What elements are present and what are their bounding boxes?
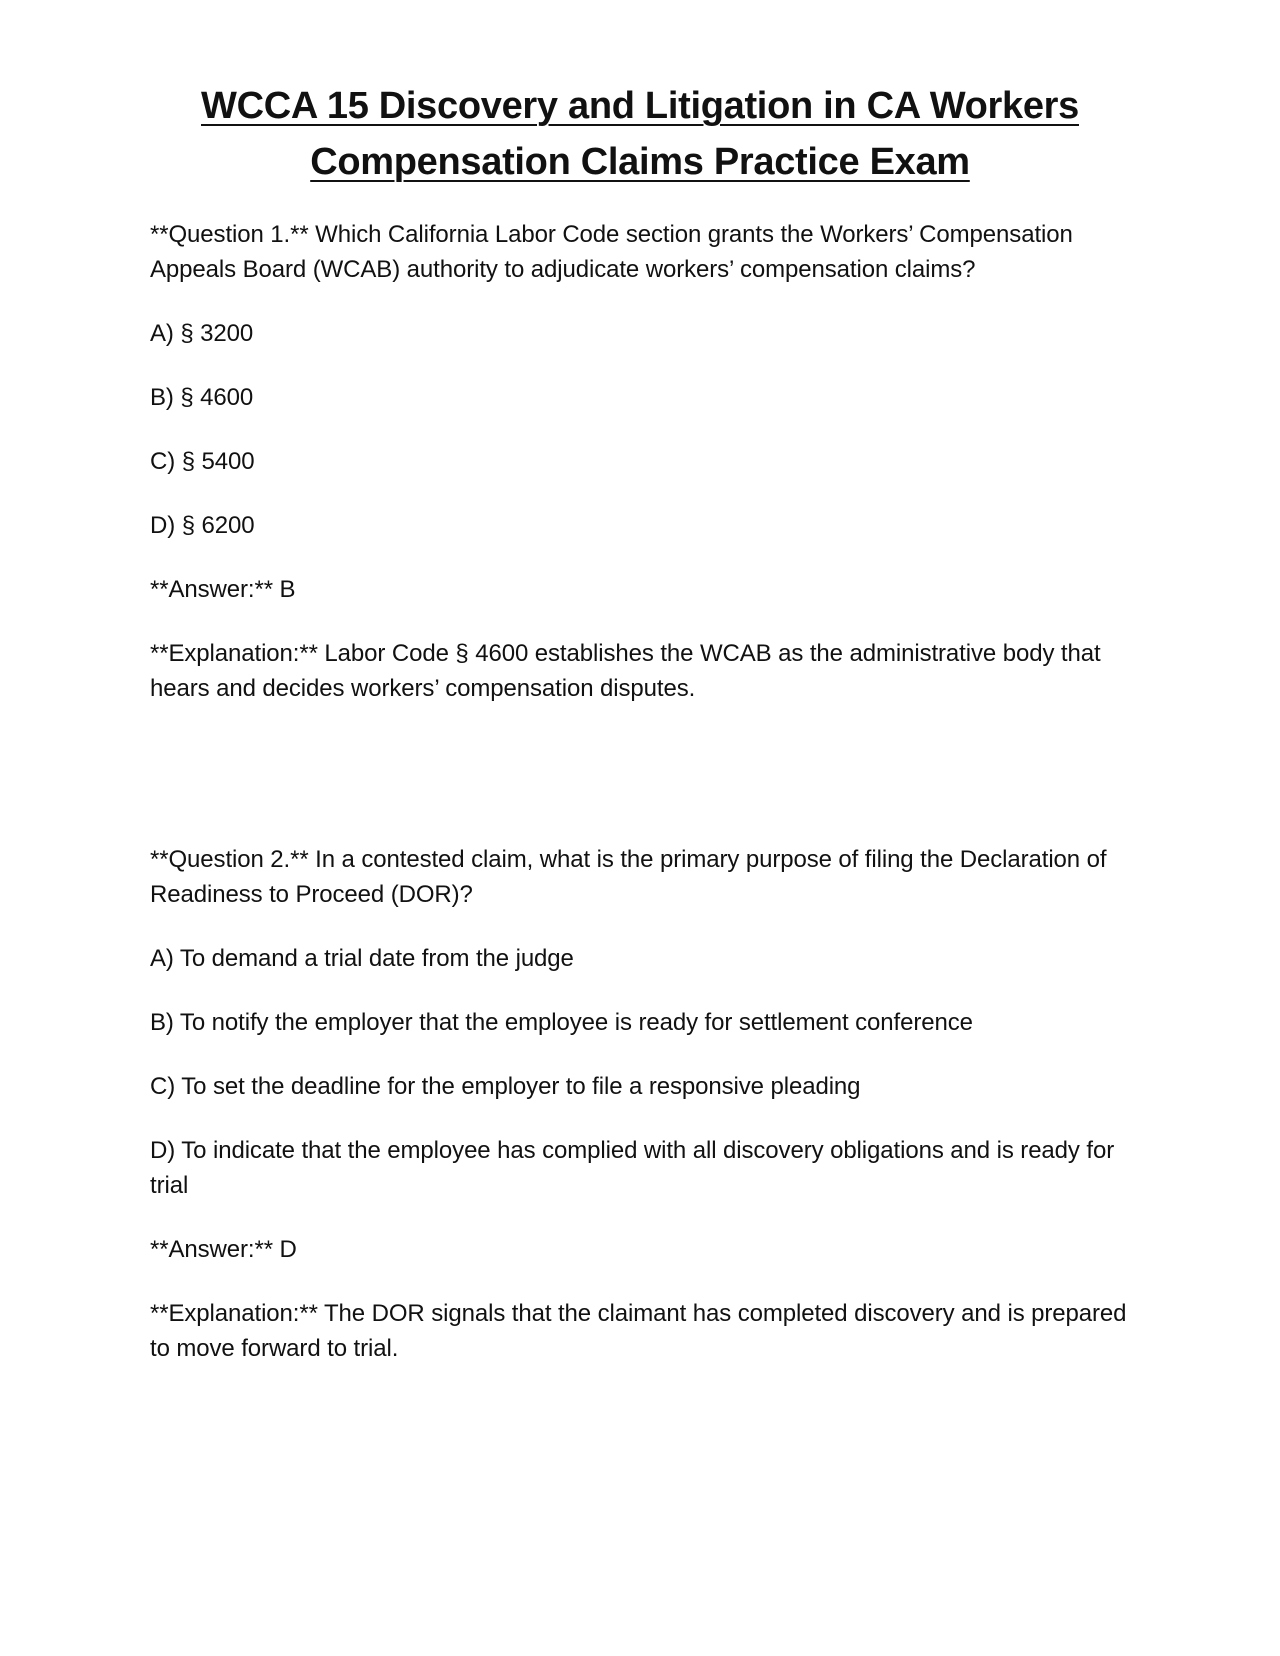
answer-option-b: B) § 4600 [150,384,254,411]
answer-line: **Answer:** B [150,576,296,603]
question-stem: **Question 1.** Which California Labor Code section grants the Workers’ Compensation Appeals Board (WCAB) authority to adjudicate workers’ compensation claims? [150,221,1073,283]
answer-option-a: A) § 3200 [150,320,254,347]
answer-option-c: C) To set the deadline for the employer to file a responsive pleading [150,1073,861,1100]
answer-option-b: B) To notify the employer that the employee is ready for settlement conference [150,1009,973,1036]
question-block-1 [150,217,1150,706]
page-title: WCCA 15 Discovery and Litigation in CA Workers Compensation Claims Practice Exam [201,85,1079,183]
answer-line: **Answer:** D [150,1236,297,1263]
answer-option-a: A) To demand a trial date from the judge [150,945,574,972]
explanation-text: **Explanation:** The DOR signals that the claimant has completed discovery and is prepared to move forward to trial. [150,1300,1127,1362]
answer-option-d: D) To indicate that the employee has complied with all discovery obligations and is ready for trial [150,1137,1115,1199]
question-stem: **Question 2.** In a contested claim, what is the primary purpose of filing the Declaration of Readiness to Proceed (DOR)? [150,846,1107,908]
answer-option-d: D) § 6200 [150,512,255,539]
explanation-text: **Explanation:** Labor Code § 4600 establishes the WCAB as the administrative body that hears and decides workers’ compensation disputes. [150,640,1101,702]
question-block-2 [150,842,1150,1366]
answer-option-c: C) § 5400 [150,448,255,475]
